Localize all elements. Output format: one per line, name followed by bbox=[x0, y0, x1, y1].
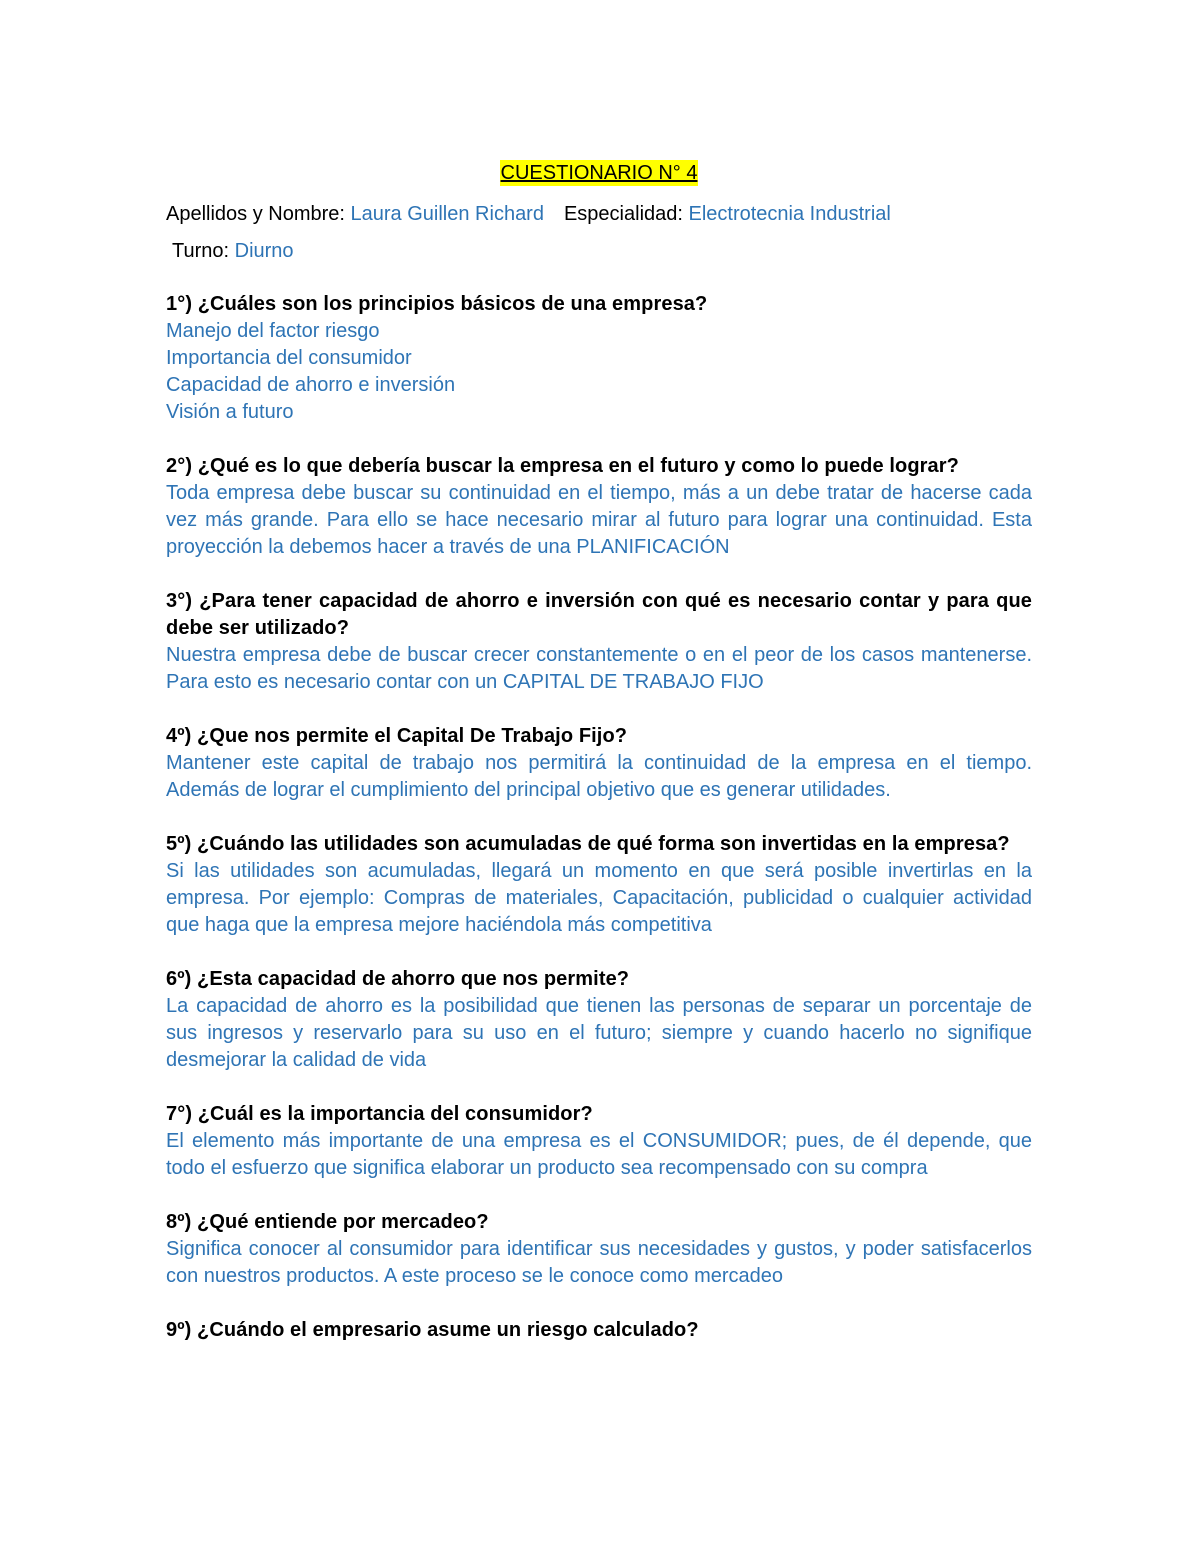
question-block-9 bbox=[166, 1317, 1032, 1344]
question-text: 2°) ¿Qué es lo que debería buscar la empresa en el futuro y como lo puede lograr? bbox=[166, 455, 959, 477]
answer-item: Capacidad de ahorro e inversión bbox=[166, 374, 456, 396]
question-text: 3°) ¿Para tener capacidad de ahorro e inversión con qué es necesario contar y para que debe ser utilizado? bbox=[166, 590, 1032, 639]
question-text: 4º) ¿Que nos permite el Capital De Trabajo Fijo? bbox=[166, 725, 628, 747]
question-text: 5º) ¿Cuándo las utilidades son acumuladas de qué forma son invertidas en la empresa? bbox=[166, 833, 1010, 855]
document-title: CUESTIONARIO N° 4 bbox=[500, 162, 698, 184]
answer-text: Nuestra empresa debe de buscar crecer constantemente o en el peor de los casos mantenerse. Para esto es necesario contar con un CAPITAL DE TRABAJO FIJO bbox=[166, 644, 1032, 693]
answer-item: Visión a futuro bbox=[166, 401, 294, 423]
shift-label: Turno: bbox=[172, 240, 230, 262]
question-block-2 bbox=[166, 453, 1032, 561]
document-page bbox=[166, 160, 1032, 1371]
question-text: 6º) ¿Esta capacidad de ahorro que nos permite? bbox=[166, 968, 630, 990]
name-label: Apellidos y Nombre: bbox=[166, 203, 345, 225]
question-block-5 bbox=[166, 831, 1032, 939]
answer-list bbox=[166, 318, 1032, 426]
question-block-1 bbox=[166, 291, 1032, 426]
question-text: 9º) ¿Cuándo el empresario asume un riesgo calculado? bbox=[166, 1319, 699, 1341]
question-text: 7°) ¿Cuál es la importancia del consumidor? bbox=[166, 1103, 593, 1125]
title-block bbox=[166, 160, 1032, 187]
shift-line bbox=[166, 238, 1032, 265]
answer-text: La capacidad de ahorro es la posibilidad que tienen las personas de separar un porcentaje de sus ingresos y reservarlo para su uso en el futuro; siempre y cuando hacerlo no signifique desmejorar la calidad de vida bbox=[166, 995, 1032, 1071]
answer-item: Manejo del factor riesgo bbox=[166, 320, 380, 342]
question-block-7 bbox=[166, 1101, 1032, 1182]
question-block-4 bbox=[166, 723, 1032, 804]
student-info-line bbox=[166, 201, 1032, 228]
question-text: 8º) ¿Qué entiende por mercadeo? bbox=[166, 1211, 489, 1233]
question-block-3 bbox=[166, 588, 1032, 696]
answer-text: Si las utilidades son acumuladas, llegará un momento en que será posible invertirlas en la empresa. Por ejemplo: Compras de materiales, Capacitación, publicidad o cualquier actividad que haga que la empresa mejore haciéndola más competitiva bbox=[166, 860, 1032, 936]
question-block-6 bbox=[166, 966, 1032, 1074]
name-value: Laura Guillen Richard bbox=[350, 203, 544, 225]
answer-text: Significa conocer al consumidor para identificar sus necesidades y gustos, y poder satisfacerlos con nuestros productos. A este proceso se le conoce como mercadeo bbox=[166, 1238, 1032, 1287]
answer-text: Toda empresa debe buscar su continuidad en el tiempo, más a un debe tratar de hacerse cada vez más grande. Para ello se hace necesario mirar al futuro para lograr una continuidad. Esta proyección la debemos hacer a través de una PLANIFICACIÓN bbox=[166, 482, 1032, 558]
answer-text: Mantener este capital de trabajo nos permitirá la continuidad de la empresa en el tiempo. Además de lograr el cumplimiento del principal objetivo que es generar utilidades. bbox=[166, 752, 1032, 801]
question-block-8 bbox=[166, 1209, 1032, 1290]
specialty-value: Electrotecnia Industrial bbox=[688, 203, 891, 225]
answer-text: El elemento más importante de una empresa es el CONSUMIDOR; pues, de él depende, que todo el esfuerzo que significa elaborar un producto sea recompensado con su compra bbox=[166, 1130, 1032, 1179]
questions-list bbox=[166, 291, 1032, 1344]
question-text: 1°) ¿Cuáles son los principios básicos de una empresa? bbox=[166, 293, 708, 315]
shift-value: Diurno bbox=[234, 240, 294, 262]
answer-item: Importancia del consumidor bbox=[166, 347, 412, 369]
specialty-label: Especialidad: bbox=[563, 203, 683, 225]
